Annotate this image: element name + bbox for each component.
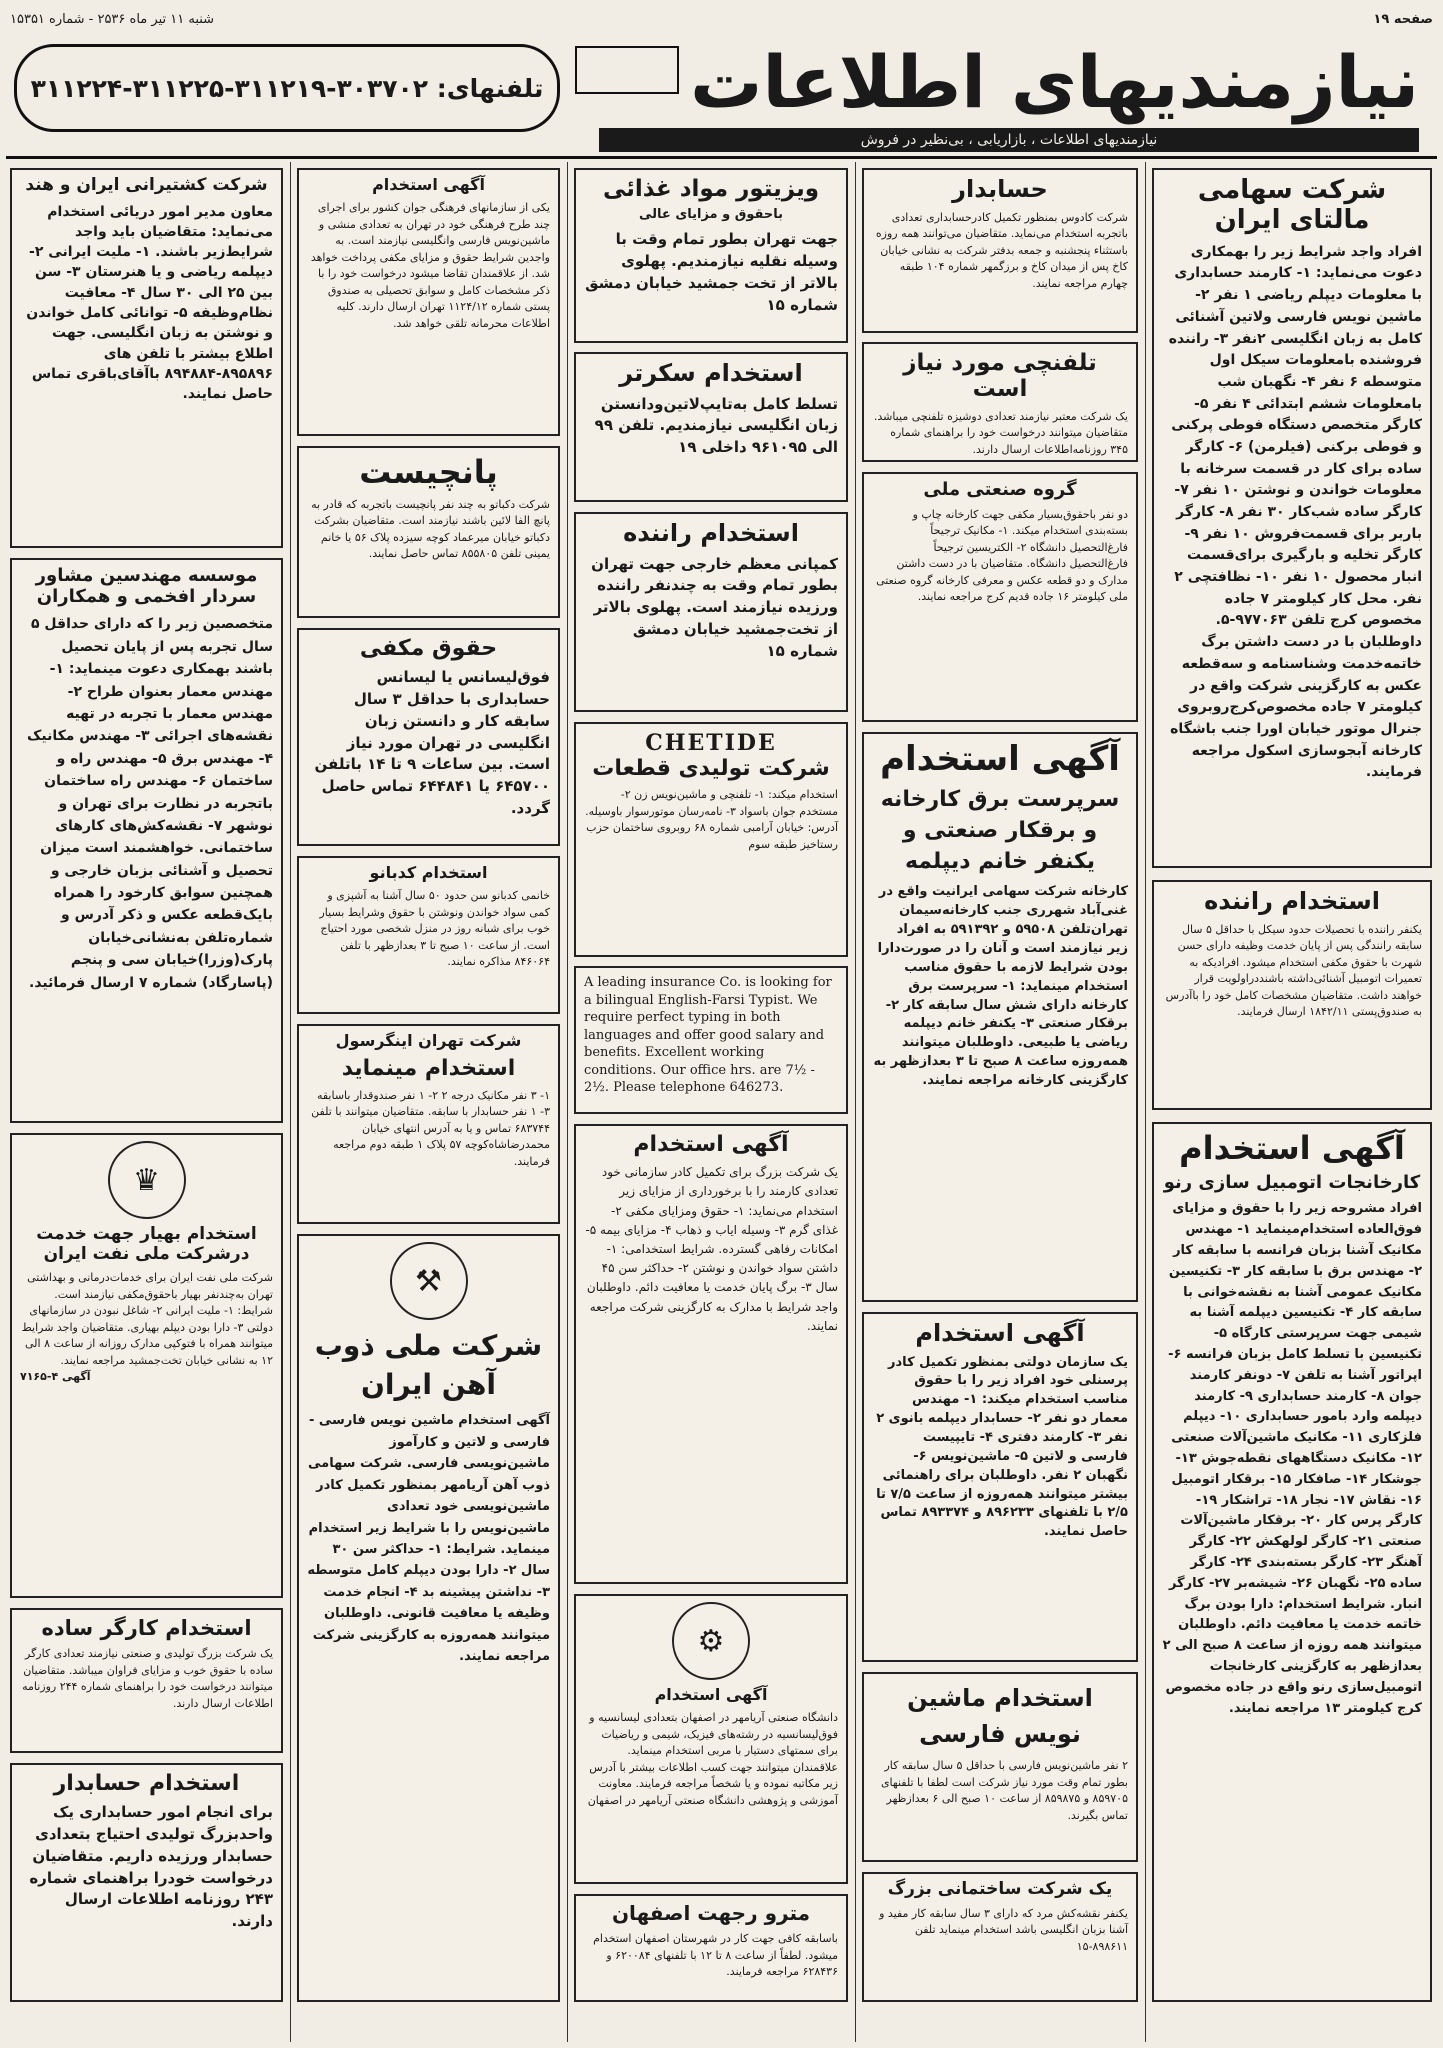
ad-tehran-ingersoll <box>297 1024 560 1224</box>
newspaper-title: نیازمندیهای اطلاعات <box>690 40 1419 124</box>
ad-body: یک سازمان دولتی بمنظور تکمیل کادر پرسنلی خود افراد زیر را با حقوق مناسب استخدام میکند: ۱- مهندس معمار دو نفر ۲- حسابدار دیپلمه بانوی ۲ نفر ۳- کارمند دفتری ۴- تایپیست فارسی و لاتین ۵- ماشین‌نویس ۶- نگهبان ۲ نفر. داوطلبان برای راهنمائی بیشتر میتوانند همه‌روزه از ساعت ۷/۵ تا ۲/۵ با تلفنهای ۸۹۶۲۳۳ و ۸۹۳۳۷۴ تماس حاصل نمایند. <box>876 1354 1128 1540</box>
ad-title: شرکت سهامی مالتای ایران <box>1197 175 1387 235</box>
university-emblem-icon: ⚙ <box>672 1602 750 1680</box>
ad-subtitle: استخدام مینماید <box>341 1056 516 1082</box>
ad-puncher <box>297 446 560 618</box>
ad-driver-hiring <box>1152 880 1432 1110</box>
ad-title: آگهی استخدام <box>372 175 485 194</box>
ad-driver-foreign-company <box>574 512 848 712</box>
ad-body: ۲ نفر ماشین‌نویس فارسی با حداقل ۵ سال سابقه کار بطور تمام وقت مورد نیاز شرکت است لطفا با تلفنهای ۸۵۹۷۰۵ و ۸۵۹۸۷۵ از ساعت ۱۰ صبح الی ۶ بعدازظهر تماس بگیرند. <box>880 1759 1128 1822</box>
ad-simple-laborer <box>10 1608 283 1753</box>
ad-body: متخصصین زیر را که دارای حداقل ۵ سال تجربه پس از پایان تحصیل باشند بهمکاری دعوت مینماید: ۱- مهندس معمار بعنوان طراح ۲- مهندس معمار با تجربه در تهیه نقشه‌های اجرائی ۳- مهندس مکانیک ۴- مهندس برق ۵- مهندس راه و ساختمان ۶- مهندس راه ساختمان باتجربه در نظارت برای تهران و نوشهر ۷- نقشه‌کش‌های کارهای ساختمانی. خواهشمند است میزان تحصیل و آشنائی بزبان خارجی و همچنین سوابق کارخود را همراه بایک‌قطعه عکس و ذکر آدرس و شماره‌تلفن به‌نشانی‌خیابان پارک(وزرا)خیابان سی و پنجم (پاسارگاد) شماره ۷ ارسال فرمائید. <box>27 616 273 991</box>
ad-title: پانچیست <box>359 453 498 491</box>
ad-body: دانشگاه صنعتی آریامهر در اصفهان بتعدادی لیسانسیه و فوق‌لیسانسیه در رشته‌های فیزیک، شیمی و ریاضیات برای سمتهای دستیار با مربی استخدام مینماید. علاقمندان میتوانند جهت کسب اطلاعات بیشتر با آدرس زیر مکاتبه نموده و یا شخصاً مراجعه فرمایند. معاونت آموزشی و پژوهشی دانشگاه صنعتی آریامهر در اصفهان <box>587 1711 838 1807</box>
masthead-subtitle: نیازمندیهای اطلاعات ، بازاریابی ، بی‌نظیر در فروش <box>599 128 1419 152</box>
ad-body: جهت تهران بطور تمام وقت با وسیله نقلیه نیازمندیم. پهلوی بالاتر از تخت جمشید خیابان دمشق شماره ۱۵ <box>585 230 838 314</box>
ad-body: خانمی کدبانو سن حدود ۵۰ سال آشنا به آشپزی و کمی سواد خواندن ونوشتن با حقوق وشرایط بسیار خوب برای شبانه روز در منزل شخصی مورد احتیاج است. از ساعت ۱۰ صبح تا ۳ بعدازظهر با تلفن ۸۴۶۰۶۴ مذاکره نمایند. <box>319 889 550 969</box>
ad-accountant-hiring <box>10 1763 283 2002</box>
ad-body: یک شرکت بزرگ برای تکمیل کادر سازمانی خود تعدادی کارمند را با برخورداری از مزایای زیر استخدام می‌نماید: ۱- حقوق ومزایای مکفی ۲- غذای گرم ۳- وسیله ایاب و ذهاب ۴- مزایای بیمه ۵- امکانات رفاهی گسترده. شرایط استخدامی: ۱- داشتن سواد خواندن و نوشتن ۲- حداکثر سن ۴۵ سال ۳- برگ پایان خدمت یا معافیت دائم. داوطلبان واجد شرایط با مدارک به کارگزینی شرکت مراجعه نمایند. <box>585 1165 838 1333</box>
ad-title: مترو رجهت اصفهان <box>611 1901 810 1925</box>
ad-construction-company <box>862 1872 1138 2002</box>
ad-food-visitor <box>574 168 848 343</box>
ad-title: استخدام بهیار جهت خدمت درشرکت ملی نفت ایران <box>36 1224 257 1264</box>
ad-national-industrial-group <box>862 472 1138 722</box>
ad-body: یکنفر نقشه‌کش مرد که دارای ۳ سال سابقه کار مفید و آشنا بزبان انگلیسی باشد استخدام مینماید تلفن ۸۹۸۶۱۱-۱۵ <box>879 1906 1128 1953</box>
ad-body: باسابقه کافی جهت کار در شهرستان اصفهان استخدام میشود. لطفاً از ساعت ۸ تا ۱۲ با تلفنهای ۶۲۰۰۸۴ و ۶۲۸۴۳۶ مراجعه فرمایند. <box>593 1932 838 1978</box>
ad-title: یک شرکت ساختمانی بزرگ <box>887 1879 1113 1899</box>
ad-body: آگهی استخدام ماشین نویس فارسی - فارسی و لاتین و کارآموز ماشین‌نویسی فارسی. شرکت سهامی ذوب آهن آریامهر بمنظور تکمیل کادر ماشین‌نویسی خود تعدادی ماشین‌نویس را با شرایط زیر استخدام مینماید. شرایط: ۱- حداکثر سن ۳۰ سال ۲- دارا بودن دیپلم کامل متوسطه ۳- نداشتن پیشینه بد ۴- انجام خدمت وظیفه یا معافیت قانونی. داوطلبان میتوانند همه‌روزه به کارگزینی شرکت مراجعه نمایند. <box>307 1413 550 1665</box>
oil-company-emblem-icon: ♛ <box>108 1141 186 1219</box>
ad-cultural-organization <box>297 168 560 436</box>
masthead-rule <box>6 156 1437 159</box>
ad-title: آگهی استخدام <box>1179 1129 1405 1167</box>
ad-title: استخدام کدبانو <box>369 863 488 882</box>
column-divider <box>567 162 568 2042</box>
ad-title: تلفنچی مورد نیاز است <box>903 350 1097 403</box>
column-divider <box>855 162 856 2042</box>
column-divider <box>1145 162 1146 2042</box>
ad-subtitle: باحقوق و مزایای عالی <box>639 207 783 223</box>
ad-insurance-typist <box>574 966 848 1114</box>
ad-body: استخدام میکند: ۱- تلفنچی و ماشین‌نویس زن ۲- مستخدم جوان باسواد ۳- نامه‌رسان موتورسوار باوسیله. آدرس: خیابان آرامبی شماره ۶۸ روبروی ساختمان حزب رستاخیز طبقه سوم <box>585 788 838 851</box>
page-number: صفحه ۱۹ <box>1373 12 1433 27</box>
ad-body: یک شرکت معتبر نیازمند تعدادی دوشیزه تلفنچی میباشد. متقاضیان میتوانند درخواست خود را براهنمای شماره ۳۴۵ روزنامه‌اطلاعات ارسال دارند. <box>873 409 1128 456</box>
ad-body: ۱- ۳ نفر مکانیک درجه ۲ ۲- ۱ نفر صندوقدار باسابقه ۳- ۱ نفر حسابدار با سابقه. متقاضیان میتوانند با تلفن ۶۸۳۷۴۴ تماس و یا به آدرس انتهای خیابان محمدرضاشاه‌کوچه ۵۷ پلاک ۱ طبقه دوم مراجعه فرمایند. <box>311 1088 550 1168</box>
ad-body: کارخانه شرکت سهامی ایرانیت واقع در غنی‌آباد شهرری جنب کارخانه‌سیمان تهران‌تلفن ۵۹۵۰۸ و ۵۹۱۳۹۲ به افراد زیر نیازمند است و آنان را در صورت‌دارا بودن شرایط لازمه با حقوق مناسب استخدام مینماید: ۱- سرپرست برق کارخانه دارای شش سال سابقه کار ۲- برقکار صنعتی ۳- یکنفر خانم دیپلمه ریاضی یا طبیعی. داوطلبان میتوانند همه‌روزه ساعت ۸ صبح تا ۳ بعدازظهر به کارگزینی کارخانه مراجعه نمایند. <box>873 884 1128 1088</box>
ad-body-english: A leading insurance Co. is looking for a bilingual English-Farsi Typist. We require perfect typing in both languages and offer good salary and benefits. Excellent working conditions. Our office hrs. are 7½ - 2½. Please telephone 646273. <box>584 975 832 1096</box>
ad-body: یکنفر راننده با تحصیلات حدود سیکل با حداقل ۵ سال سابقه رانندگی پس از پایان خدمت وظیفه دارای حسن شهرت با حقوق مکفی استخدام میشود. افرادیکه به تعمیرات اتومبیل آشنائی‌داشته باشند‌در‌اولویت قرار خواهند داشت. متقاضیان مشخصات کامل خود را باآدرس به صندوق‌پستی ۱۸۴۲/۱۱ ارسال فرمایند. <box>1165 922 1422 1019</box>
iron-company-emblem-icon: ⚒ <box>390 1242 468 1320</box>
ad-title: استخدام ماشین نویس فارسی <box>907 1684 1093 1748</box>
ad-renault <box>1152 1122 1432 2002</box>
ad-title: استخدام سکرتر <box>619 359 803 387</box>
ad-chetide-parts <box>574 722 848 957</box>
ad-title: حسابدار <box>952 175 1048 203</box>
ad-title: شرکت تهران اینگرسول <box>335 1031 522 1050</box>
ad-subtitle: سرپرست برق کارخانه و برقکار صنعتی و یکنفر خانم دیپلمه <box>880 787 1120 874</box>
chetide-logo: CHETIDE <box>645 730 777 756</box>
ad-title: شرکت تولیدی قطعات <box>592 756 830 781</box>
ad-body: افراد مشروحه زیر را با حقوق و مزایای فوق‌العاده استخدام‌مینماید ۱- مهندس مکانیک آشنا بزبان فرانسه با سابقه کار ۲- مهندس برق با سابقه کار ۳- تکنیسین مکانیک عمومی آشنا به نقشه‌خوانی با سابقه کار ۴- تکنیسین دیپلمه آشنا به شیمی جهت سرپرستی کارگاه ۵- تکنیسین با تسلط کامل بزبان فرانسه ۶- اپراتور آشنا به تلفن ۷- دونفر کارمند جوان ۸- کارمند حسابداری ۹- کارمند دیپلمه وارد بامور حسابداری ۱۰- دیپلم فلزکاری ۱۱- مکانیک ماشین‌آلات صنعتی ۱۲- مکانیک دستگاههای نقطه‌جوش ۱۳- جوشکار ۱۴- صافکار ۱۵- برقکار اتومبیل ۱۶- نقاش ۱۷- نجار ۱۸- تراشکار ۱۹- کارگر پرس کار ۲۰- برقکار ماشین‌آلات صنعتی ۲۱- کارگر لولهکش ۲۲- کارگر آهنگر ۲۳- کارگر بسته‌بندی ۲۴- کارگر ساده ۲۵- نگهبان ۲۶- شیشه‌بر ۲۷- کارگر انبار. شرایط استخدام: دارا بودن برگ خاتمه خدمت یا معافیت دائم. داوطلبان میتوانند همه روزه از ساعت ۸ صبح الی ۲ بعدازظهر به کارگزینی کارخانجات اتومبیل‌سازی رنو واقع در جاده مخصوص کرج کیلومتر ۱۳ مراجعه نمایند. <box>1162 1201 1422 1716</box>
ad-title: آگهی استخدام <box>633 1132 789 1157</box>
column-divider <box>290 162 291 2042</box>
ad-body: یک شرکت بزرگ تولیدی و صنعتی نیازمند تعدادی کارگر ساده با حقوق خوب و مزایای فراوان میباشد. متقاضیان میتوانند درخواست خود را براهنمای شماره ۲۴۴ روزنامه اطلاعات ارسال دارند. <box>22 1647 273 1710</box>
ad-title: استخدام کارگر ساده <box>41 1616 252 1640</box>
ad-body: شرکت کادوس بمنظور تکمیل کادرحسابداری تعدادی باتجربه استخدام می‌نماید. متقاضیان می‌توانند همه روزه باستثناء پنجشنبه و جمعه بدفتر شرکت به نشانی خیابان کاخ پس از میدان کاخ و برزگمهر شماره ۱۰۴ طبقه چهارم مراجعه نمایند. <box>875 210 1128 290</box>
ad-iran-india-shipping <box>10 168 283 548</box>
ad-national-oil-company <box>10 1133 283 1598</box>
ad-good-salary <box>297 628 560 846</box>
ad-title: استخدام راننده <box>623 519 799 547</box>
brand <box>569 34 1429 152</box>
ad-title: آگهی استخدام <box>915 1319 1085 1347</box>
ad-national-iron-smelting <box>297 1234 560 2002</box>
ad-title: موسسه مهندسین مشاور سردار افخمی و همکاران <box>35 565 258 607</box>
ad-body: فوق‌لیسانس یا لیسانس حسابداری با حداقل ۳ سال سابقه کار و دانستن زبان انگلیسی در تهران مورد نیاز است. بین ساعات ۹ تا ۱۴ باتلفن ۶۴۵۷۰۰ یا ۶۴۴۸۴۱ تماس حاصل گردد. <box>314 668 550 817</box>
ad-body: کمپانی معظم خارجی جهت تهران بطور تمام وقت به چندنفر راننده ورزیده نیازمند است. پهلوی بالاتر از تخت‌جمشید خیابان دمشق شماره ۱۵ <box>591 554 838 660</box>
ad-secretary <box>574 352 848 502</box>
ad-maltai-iran <box>1152 168 1432 868</box>
ad-title: گروه صنعتی ملی <box>923 479 1077 500</box>
ad-title: آگهی استخدام <box>654 1685 768 1704</box>
ad-title: شرکت کشتیرانی ایران و هند <box>25 175 268 195</box>
ad-title: شرکت ملی ذوب آهن ایران <box>314 1329 543 1402</box>
ad-surveyor-isfahan <box>574 1894 848 2002</box>
ad-body: یکی از سازمانهای فرهنگی جوان کشور برای اجرای چند طرح فرهنگی خود در تهران به تعدادی منشی و ماشین‌نویس فارسی وانگلیسی نیازمند است. به واجدین شرایط حقوق و مزایای مکفی پرداخت خواهد شد. از علاقمندان تقاضا میشود درخواست خود را با ذکر مشخصات کامل و سوابق تحصیلی به صندوق پستی شماره ۱۱۲۴/۱۲ تهران ارسال دارند. کلیه اطلاعات محرمانه تلقی خواهد شد. <box>310 201 550 330</box>
ad-housekeeper <box>297 856 560 1014</box>
ad-body: افراد واجد شرایط زیر را بهمکاری دعوت می‌نماید: ۱- کارمند حسابداری با معلومات دیپلم ریاضی ۱ نفر ۲- ماشین نویس فارسی ولاتین آشنائی کامل به زبان انگلیسی ۲نفر ۳- راننده فروشنده بامعلومات سیکل اول متوسطه ۶ نفر ۴- نگهبان شب بامعلومات ششم ابتدائی ۴ نفر ۵- کارگر متخصص دستگاه فوطی پرکنی و فوطی برکنی (فیلرمن) ۶- کارگر ساده برای کار در قسمت سرخانه با معلومات خواندن و نوشتن ۱۰ نفر ۷- کارگر ساده شب‌کار ۳۰ نفر ۸- کارگر باربر برای قسمت‌فروش ۱۰ نفر ۹- کارگر تخلیه و بارگیری برای‌قسمت انبار محصول ۱۰ نفر ۱۰- نظافتچی ۲ نفر. محل کار کیلومتر ۷ جاده مخصوص کرج تلفن ۹۷۷۰۶۳-۵. داوطلبان با در دست داشتن برگ خاتمه‌خدمت وشناسنامه و سه‌قطعه عکس به کارگزینی شرکت واقع در کیلومتر ۷ جاده مخصوص‌کرج‌روبروی جنرال موتور خیابان اورا جنب باشگاه کارخانه آبجوسازی اسکول مراجعه فرمایند. <box>1168 243 1422 781</box>
issue-date: شنبه ۱۱ تیر ماه ۲۵۳۶ - شماره ۱۵۳۵۱ <box>10 12 215 27</box>
ettelaat-seal-icon <box>575 46 679 94</box>
ad-iranit <box>862 732 1138 1302</box>
ad-accountant-kadus <box>862 168 1138 333</box>
ad-subtitle: کارخانجات اتومبیل سازی رنو <box>1163 1171 1421 1193</box>
ad-telephonist <box>862 342 1138 462</box>
ad-ref: آگهی ۴-۷۱۶۵ <box>20 1370 91 1384</box>
ad-body: شرکت ملی نفت ایران برای خدمات‌درمانی و بهداشتی تهران به‌چندنفر بهیار باحقوق‌مکفی نیازمند است. شرایط: ۱- ملیت ایرانی ۲- شاغل نبودن در سازمانهای دولتی ۳- دارا بودن دیپلم بهیاری. متقاضیان واجد شرایط میتوانند همراه با فتوکپی مدارک روزانه از ساعت ۸ الی ۱۲ به نشانی خیابان تخت‌جمشید مراجعه نمایند. <box>21 1271 273 1367</box>
ad-body: دو نفر با‌حقوق‌بسیار مکفی جهت کارخانه چاپ و بسته‌بندی استخدام میکند. ۱- مکانیک ترجیحاً فارغ‌التحصیل دانشگاه ۲- الکتریسین ترجیحاً فارغ‌التحصیل دانشگاه. متقاضیان با در دست داشتن مدارک و دو قطعه عکس و معرفی کارخانه گروه صنعتی ملی کیلومتر ۱۶ جاده قدیم کرج مراجعه نمایند. <box>876 507 1128 604</box>
ad-body: معاون مدیر امور دریائی استخدام می‌نماید: متقاضیان باید واجد شرایط‌زیر باشند. ۱- ملیت ایرانی ۲- دیپلمه ریاضی و یا هنرستان ۳- سن بین ۲۵ الی ۳۰ سال ۴- معافیت نظام‌وظیفه ۵- توانائی کامل خواندن و نوشتن به زبان انگلیسی. جهت اطلاع بیشتر با تلفن های ۸۹۵۸۹۶-۸۹۴۸۸۴ با‌آقای‌باقری تماس حاصل نمایند. <box>26 203 273 403</box>
ad-title: استخدام حسابدار <box>53 1771 240 1796</box>
ad-afkhami-consulting <box>10 558 283 1123</box>
ad-title: ویزیتور مواد غذائی <box>602 176 820 202</box>
phone-numbers: تلفنهای: ۳۰۳۷۰۲-۳۱۱۲۱۹-۳۱۱۲۲۵-۳۱۱۲۲۴ <box>14 44 560 132</box>
masthead <box>14 34 1429 152</box>
ad-farsi-typist <box>862 1672 1138 1862</box>
ad-aryamehr-university <box>574 1594 848 1884</box>
ad-body: شرکت دکباتو به چند نفر پانچیست باتجربه که قادر به پانچ الفا لائین باشند نیازمند است. متقاضیان بشرکت دکباتو خیابان میرعماد کوچه سیزده پلاک ۵۶ یا خانم یمینی تلفن ۸۵۵۸۰۵ تماس حاصل نمایند. <box>311 497 550 561</box>
ad-large-company <box>574 1124 848 1584</box>
page-info-bar <box>0 10 1443 32</box>
ad-body: تسلط کامل به‌تایپ‌لاتین‌ودانستن زبان انگلیسی نیازمندیم. تلفن ۹۹ الی ۹۶۱۰۹۵ داخلی ۱۹ <box>594 394 838 457</box>
ad-title: آگهی استخدام <box>880 739 1120 779</box>
ad-title: حقوق مکفی <box>359 636 498 661</box>
ad-title: استخدام راننده <box>1204 887 1380 915</box>
ad-body: برای انجام امور حسابداری یک واحدبزرگ تولیدی احتیاج بتعدادی حسابدار ورزیده داریم. متقاضیان درخواست خودرا براهنمای شماره ۲۴۳ روزنامه اطلاعات ارسال دارند. <box>29 1803 273 1931</box>
ad-government-org <box>862 1312 1138 1662</box>
